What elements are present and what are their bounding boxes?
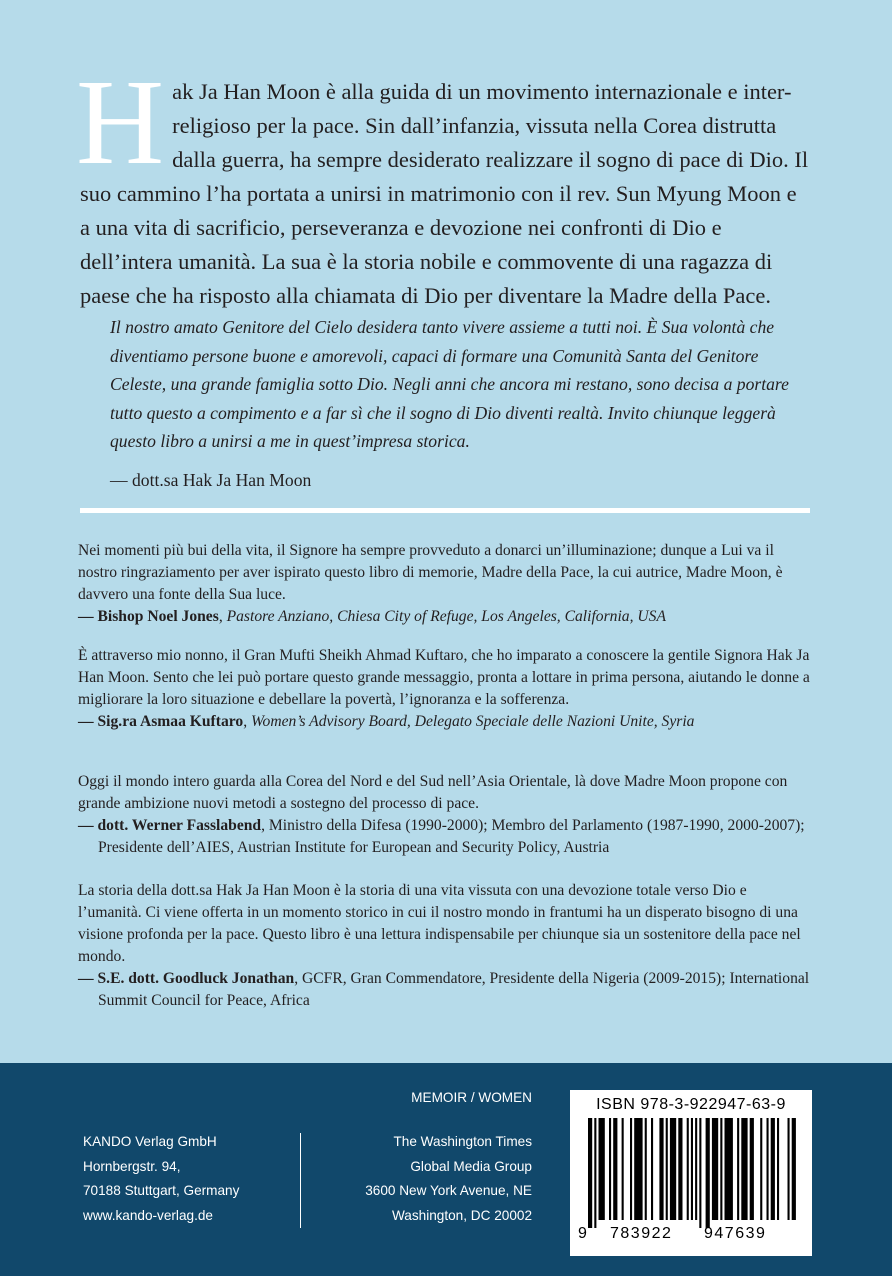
- publisher-city: 70188 Stuttgart, Germany: [83, 1183, 240, 1198]
- endorser-role: Ministro della Difesa (1990-2000); Membro del Parlamento (1987-1990, 2000-2007); Presidente dell’AIES, Austrian Institute for European and Security Policy, Austria: [98, 817, 805, 856]
- endorser-name: — S.E. dott. Goodluck Jonathan: [78, 970, 295, 987]
- barcode-bar: [634, 1118, 642, 1220]
- distributor-city: Washington, DC 20002: [391, 1207, 532, 1223]
- barcode-bar: [666, 1118, 668, 1220]
- ean-left-digits: 783922: [610, 1225, 673, 1242]
- endorsement-attribution: — Bishop Noel Jones, Pastore Anziano, Chiesa City of Refuge, Los Angeles, California, USA: [78, 608, 666, 625]
- author-quote: [110, 313, 815, 494]
- endorsement-attribution: — Sig.ra Asmaa Kuftaro, Women’s Advisory Board, Delegato Speciale delle Nazioni Unite, Syria: [78, 713, 695, 730]
- barcode-bar: [691, 1118, 693, 1220]
- barcode-bar: [651, 1118, 653, 1220]
- barcode-bar: [712, 1118, 718, 1220]
- endorsement-2: [78, 645, 813, 733]
- barcode-bar: [777, 1118, 779, 1220]
- barcode-bar: [659, 1118, 663, 1220]
- barcode-bar: [788, 1118, 790, 1220]
- endorsement-1: [78, 540, 813, 628]
- barcode-bar: [750, 1118, 754, 1220]
- barcode-bar: [771, 1118, 775, 1220]
- barcode-bar: [622, 1118, 624, 1220]
- endorsement-text: È attraverso mio nonno, il Gran Mufti Sheikh Ahmad Kuftaro, che ho imparato a conoscere la gentile Signora Hak Ja Han Moon. Sento che lei può portare questo grande messaggio, pronta a lottare in prima persona, aiutando le donne a migliorare la loro situazione e debellare la povertà, l’ignoranza e la sofferenza.: [78, 647, 810, 708]
- endorser-name: — Sig.ra Asmaa Kuftaro: [78, 713, 244, 730]
- barcode-icon: [584, 1118, 798, 1230]
- endorsement-attribution: — dott. Werner Fasslabend, Ministro della Difesa (1990-2000); Membro del Parlamento (1987-1990, 2000-2007); Presidente dell’AIES, Austrian Institute for European and Security Policy, Austria: [78, 817, 805, 856]
- drop-cap: H: [76, 55, 165, 190]
- barcode-bar: [737, 1118, 739, 1220]
- quote-text: Il nostro amato Genitore del Cielo desidera tanto vivere assieme a tutti noi. È Sua volontà che diventiamo persone buone e amorevoli, capaci di formare una Comunità Santa del Genitore Celeste, una grande famiglia sotto Dio. Negli anni che ancora mi restano, sono decisa a portare tutto questo a compimento e a far sì che il sogno di Dio diventi realtà. Invito chiunque leggerà questo libro a unirsi a me in quest’impresa storica.: [110, 317, 789, 451]
- barcode-bar: [594, 1118, 596, 1228]
- publisher-website: www.kando-verlag.de: [83, 1207, 213, 1223]
- barcode-bar: [725, 1118, 733, 1220]
- intro-paragraph: [76, 55, 810, 313]
- ean-first-digit: 9: [578, 1225, 589, 1242]
- distributor-group: Global Media Group: [410, 1158, 532, 1174]
- footer-divider: [300, 1133, 301, 1228]
- endorsement-3: [78, 771, 813, 859]
- publisher-name: KANDO Verlag GmbH: [83, 1134, 217, 1149]
- distributor-street: 3600 New York Avenue, NE: [365, 1183, 532, 1198]
- endorser-name: — Bishop Noel Jones: [78, 608, 219, 625]
- barcode-bar: [687, 1118, 689, 1220]
- barcode-bar: [678, 1118, 682, 1220]
- endorsement-text: La storia della dott.sa Hak Ja Han Moon è la storia di una vita vissuta con una devozione totale verso Dio e l’umanità. Ci viene offerta in un momento storico in cui il nostro mondo in frantumi ha un disperato bisogno di una visione profonda per la pace. Questo libro è una lettura indispensabile per chiunque sia un sostenitore della pace nel mondo.: [78, 882, 801, 965]
- endorsement-attribution: — S.E. dott. Goodluck Jonathan, GCFR, Gran Commendatore, Presidente della Nigeria (2009-2015); International Summit Council for Peace, Africa: [78, 970, 810, 1009]
- quote-signature: — dott.sa Hak Ja Han Moon: [110, 469, 312, 490]
- isbn-barcode: [570, 1090, 812, 1256]
- barcode-bar: [588, 1118, 592, 1228]
- barcode-bar: [792, 1118, 796, 1220]
- barcode-bar: [767, 1118, 769, 1220]
- endorsement-text: Oggi il mondo intero guarda alla Corea del Nord e del Sud nell’Asia Orientale, là dove Madre Moon propone con grande ambizione nuovi metodi a sostegno del processo di pace.: [78, 773, 788, 812]
- barcode-bar: [741, 1118, 747, 1220]
- endorsement-text: Nei momenti più bui della vita, il Signore ha sempre provveduto a donarci un’illuminazione; dunque a Lui va il nostro ringraziamento per aver ispirato questo libro di memorie, Madre della Pace, la cui autrice, Madre Moon, è davvero una fonte della Sua luce.: [78, 542, 783, 603]
- barcode-bar: [613, 1118, 617, 1220]
- endorser-role: GCFR, Gran Commendatore, Presidente della Nigeria (2009-2015); International Summit Council for Peace, Africa: [98, 970, 810, 1009]
- barcode-bar: [699, 1118, 701, 1228]
- endorser-role: Pastore Anziano, Chiesa City of Refuge, Los Angeles, California, USA: [226, 608, 666, 625]
- endorsement-4: [78, 880, 813, 1012]
- publisher-street: Hornbergstr. 94,: [83, 1158, 181, 1174]
- section-divider: [80, 508, 810, 513]
- publisher-address: [83, 1130, 239, 1228]
- endorser-name: — dott. Werner Fasslabend: [78, 817, 262, 834]
- barcode-bar: [720, 1118, 722, 1220]
- isbn-number: ISBN 978-3-922947-63-9: [596, 1096, 786, 1113]
- barcode-bar: [645, 1118, 647, 1220]
- intro-text: ak Ja Han Moon è alla guida di un movimento internazionale e inter-religioso per la pace. Sin dall’infanzia, vissuta nella Corea distrutta dalla guerra, ha sempre desiderato realizzare il sogno di pace di Dio. Il suo cammino l’ha portata a unirsi in matrimonio con il rev. Sun Myung Moon e a una vita di sacrificio, perseveranza e devozione nei confronti di Dio e dell’intera umanità. La sua è la storia nobile e commovente di una ragazza di paese che ha risposto alla chiamata di Dio per diventare la Madre della Pace.: [80, 79, 809, 308]
- barcode-bar: [609, 1118, 611, 1220]
- distributor-name: The Washington Times: [393, 1134, 532, 1149]
- footer-band: [0, 1063, 892, 1276]
- book-category: MEMOIR / WOMEN: [411, 1090, 532, 1105]
- barcode-bar: [695, 1118, 697, 1220]
- barcode-bar: [706, 1118, 710, 1228]
- endorser-role: Women’s Advisory Board, Delegato Speciale delle Nazioni Unite, Syria: [250, 713, 695, 730]
- barcode-bar: [630, 1118, 632, 1220]
- barcode-bar: [760, 1118, 762, 1220]
- barcode-bar: [599, 1118, 605, 1220]
- ean-right-digits: 947639: [704, 1225, 767, 1242]
- distributor-address: [365, 1130, 532, 1228]
- barcode-bar: [670, 1118, 676, 1220]
